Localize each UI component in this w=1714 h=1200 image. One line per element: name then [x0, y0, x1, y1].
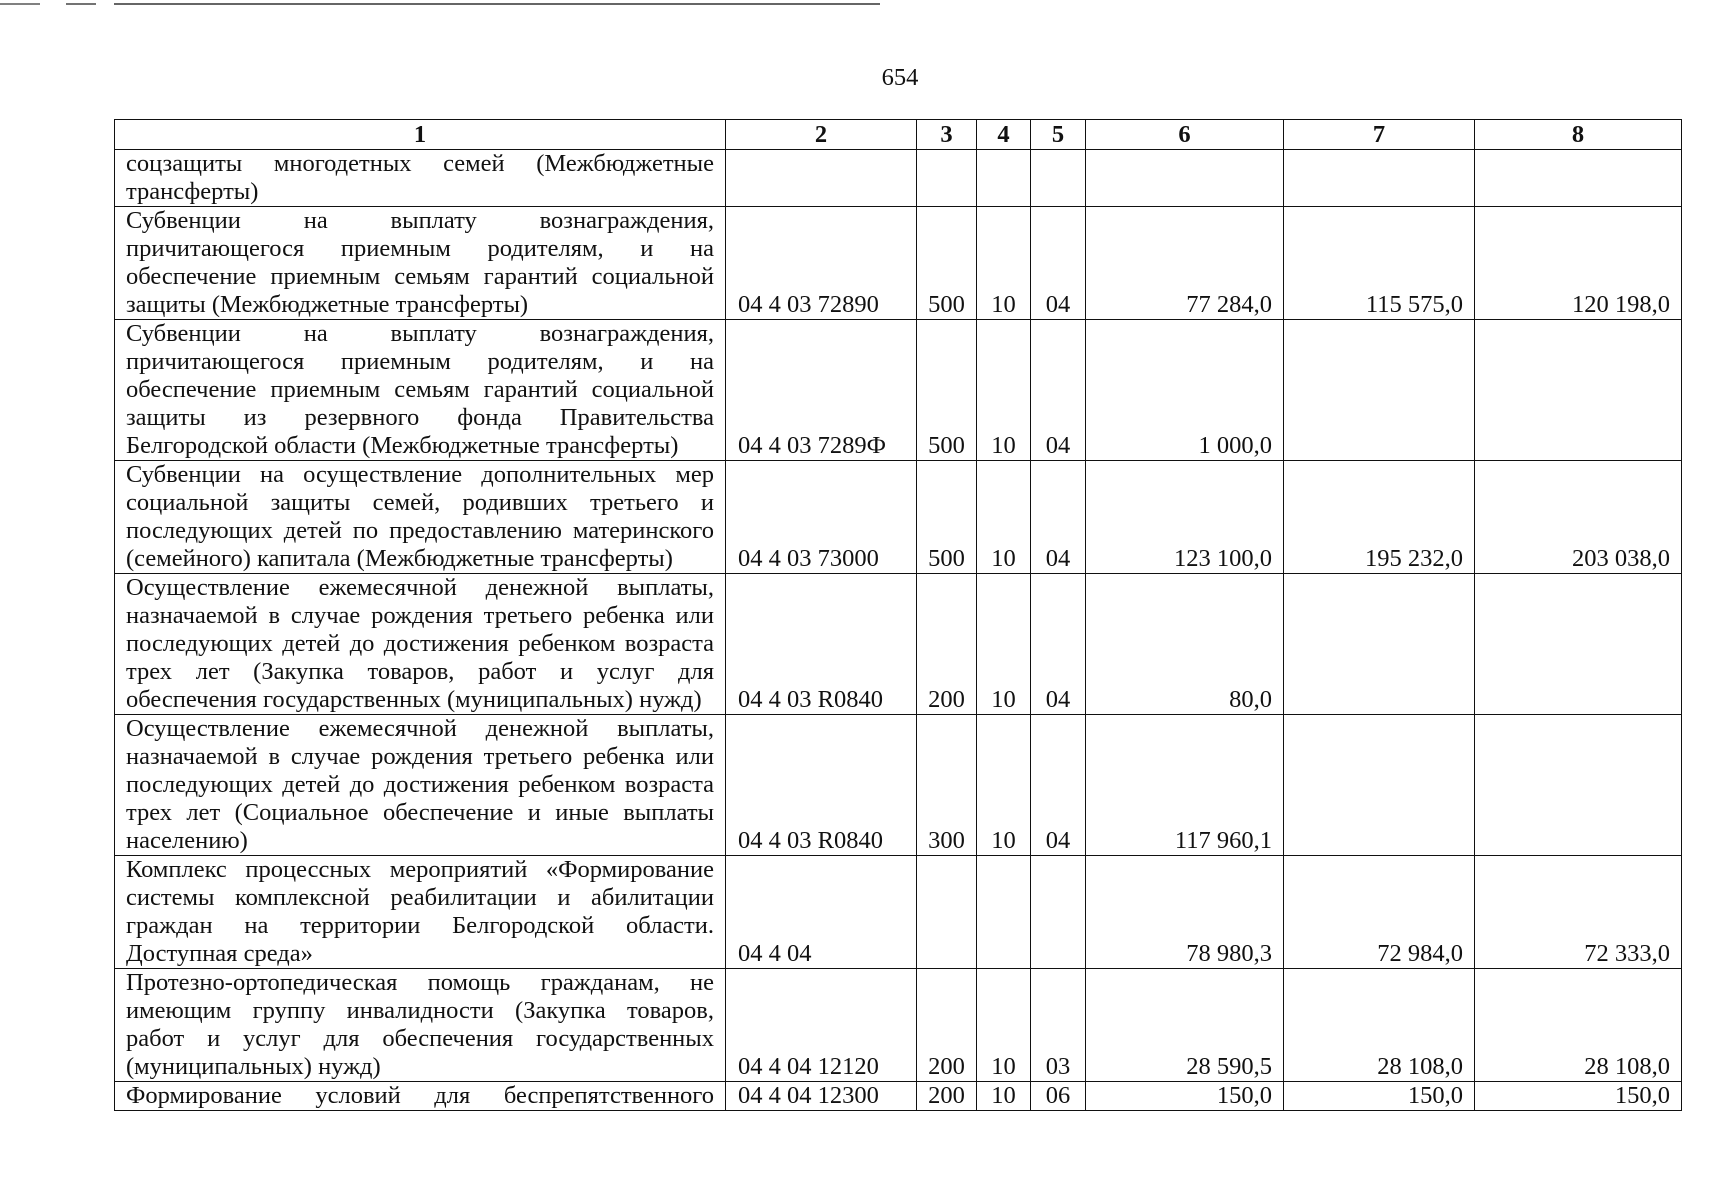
amount-col8-cell: 203 038,0 — [1475, 461, 1682, 574]
budget-code-cell: 04 4 03 R0840 — [726, 715, 917, 856]
section-cell: 10 — [977, 1082, 1031, 1111]
description-line: последующих детей до достижения ребенком возраста — [126, 771, 714, 798]
description-line: Субвенции на выплату вознаграждения, — [126, 207, 714, 234]
amount-col8-cell: 120 198,0 — [1475, 207, 1682, 320]
table-row — [115, 150, 1682, 207]
amount-col8-cell: 150,0 — [1475, 1082, 1682, 1111]
section-cell: 10 — [977, 207, 1031, 320]
header-col-4: 4 — [977, 120, 1031, 150]
table-row — [115, 856, 1682, 969]
amount-col6-cell: 117 960,1 — [1086, 715, 1284, 856]
header-col-5: 5 — [1031, 120, 1086, 150]
amount-col7-cell — [1284, 150, 1475, 207]
amount-col8-cell — [1475, 574, 1682, 715]
amount-col7-cell: 28 108,0 — [1284, 969, 1475, 1082]
section-cell: 10 — [977, 715, 1031, 856]
expense-type-cell: 300 — [917, 715, 977, 856]
subsection-cell: 04 — [1031, 320, 1086, 461]
amount-col7-cell — [1284, 320, 1475, 461]
description-line: обеспечение приемным семьям гарантий социальной — [126, 263, 714, 290]
header-col-1: 1 — [115, 120, 726, 150]
description-line: обеспечение приемным семьям гарантий социальной — [126, 376, 714, 403]
amount-col7-cell — [1284, 574, 1475, 715]
row-description — [115, 969, 726, 1082]
header-col-2: 2 — [726, 120, 917, 150]
amount-col8-cell: 28 108,0 — [1475, 969, 1682, 1082]
subsection-cell — [1031, 856, 1086, 969]
section-cell — [977, 856, 1031, 969]
description-line: последующих детей по предоставлению материнского — [126, 517, 714, 544]
description-line: обеспечения государственных (муниципальных) нужд) — [126, 686, 702, 713]
description-line: работ и услуг для обеспечения государственных — [126, 1025, 714, 1052]
row-description — [115, 461, 726, 574]
description-line: Осуществление ежемесячной денежной выплаты, — [126, 715, 714, 742]
scan-edge-line — [0, 3, 880, 5]
amount-col8-cell: 72 333,0 — [1475, 856, 1682, 969]
amount-col6-cell: 78 980,3 — [1086, 856, 1284, 969]
amount-col6-cell: 80,0 — [1086, 574, 1284, 715]
description-line: Протезно-ортопедическая помощь гражданам, не — [126, 969, 714, 996]
expense-type-cell: 500 — [917, 207, 977, 320]
description-line: Белгородской области (Межбюджетные трансферты) — [126, 432, 679, 459]
expense-type-cell: 500 — [917, 320, 977, 461]
table-row — [115, 574, 1682, 715]
subsection-cell: 04 — [1031, 574, 1086, 715]
row-description — [115, 207, 726, 320]
amount-col6-cell — [1086, 150, 1284, 207]
amount-col8-cell — [1475, 320, 1682, 461]
expense-type-cell — [917, 150, 977, 207]
expense-type-cell: 200 — [917, 1082, 977, 1111]
table-row — [115, 207, 1682, 320]
expense-type-cell: 200 — [917, 574, 977, 715]
description-line: трех лет (Социальное обеспечение и иные выплаты — [126, 799, 714, 826]
description-line: Доступная среда» — [126, 940, 313, 967]
section-cell: 10 — [977, 320, 1031, 461]
amount-col7-cell — [1284, 715, 1475, 856]
description-line: социальной защиты семей, родивших третьего и — [126, 489, 714, 516]
amount-col6-cell: 150,0 — [1086, 1082, 1284, 1111]
row-description — [115, 1082, 726, 1111]
row-description — [115, 574, 726, 715]
subsection-cell: 06 — [1031, 1082, 1086, 1111]
description-line: последующих детей до достижения ребенком возраста — [126, 630, 714, 657]
subsection-cell — [1031, 150, 1086, 207]
budget-code-cell: 04 4 03 72890 — [726, 207, 917, 320]
budget-code-cell: 04 4 04 — [726, 856, 917, 969]
budget-table — [114, 119, 1682, 1111]
budget-code-cell: 04 4 03 7289Ф — [726, 320, 917, 461]
description-line: Формирование условий для беспрепятственного — [126, 1082, 714, 1109]
section-cell: 10 — [977, 461, 1031, 574]
description-line: трех лет (Закупка товаров, работ и услуг для — [126, 658, 714, 685]
description-line: назначаемой в случае рождения третьего ребенка или — [126, 743, 714, 770]
budget-code-cell — [726, 150, 917, 207]
row-description — [115, 320, 726, 461]
amount-col6-cell: 77 284,0 — [1086, 207, 1284, 320]
budget-code-cell: 04 4 03 73000 — [726, 461, 917, 574]
budget-code-cell: 04 4 04 12300 — [726, 1082, 917, 1111]
amount-col6-cell: 123 100,0 — [1086, 461, 1284, 574]
description-line: (семейного) капитала (Межбюджетные трансферты) — [126, 545, 673, 572]
table-row — [115, 320, 1682, 461]
expense-type-cell — [917, 856, 977, 969]
table-row — [115, 461, 1682, 574]
header-col-6: 6 — [1086, 120, 1284, 150]
amount-col7-cell: 72 984,0 — [1284, 856, 1475, 969]
header-col-7: 7 — [1284, 120, 1475, 150]
description-line: назначаемой в случае рождения третьего ребенка или — [126, 602, 714, 629]
subsection-cell: 04 — [1031, 461, 1086, 574]
amount-col7-cell: 150,0 — [1284, 1082, 1475, 1111]
description-line: системы комплексной реабилитации и абилитации — [126, 884, 714, 911]
description-line: причитающегося приемным родителям, и на — [126, 348, 714, 375]
description-line: Осуществление ежемесячной денежной выплаты, — [126, 574, 714, 601]
amount-col7-cell: 115 575,0 — [1284, 207, 1475, 320]
row-description — [115, 715, 726, 856]
description-line: соцзащиты многодетных семей (Межбюджетные — [126, 150, 714, 177]
page-number: 654 — [881, 64, 919, 91]
description-line: (муниципальных) нужд) — [126, 1053, 381, 1080]
amount-col8-cell — [1475, 715, 1682, 856]
description-line: граждан на территории Белгородской области. — [126, 912, 714, 939]
description-line: Комплекс процессных мероприятий «Формирование — [126, 856, 714, 883]
header-col-8: 8 — [1475, 120, 1682, 150]
subsection-cell: 03 — [1031, 969, 1086, 1082]
description-line: защиты (Межбюджетные трансферты) — [126, 291, 529, 318]
amount-col8-cell — [1475, 150, 1682, 207]
table-row — [115, 969, 1682, 1082]
subsection-cell: 04 — [1031, 207, 1086, 320]
section-cell: 10 — [977, 574, 1031, 715]
header-col-3: 3 — [917, 120, 977, 150]
header-row — [115, 120, 1682, 150]
row-description — [115, 856, 726, 969]
amount-col6-cell: 28 590,5 — [1086, 969, 1284, 1082]
description-line: Субвенции на выплату вознаграждения, — [126, 320, 714, 347]
table-row — [115, 1082, 1682, 1111]
expense-type-cell: 500 — [917, 461, 977, 574]
description-line: причитающегося приемным родителям, и на — [126, 235, 714, 262]
section-cell — [977, 150, 1031, 207]
subsection-cell: 04 — [1031, 715, 1086, 856]
section-cell: 10 — [977, 969, 1031, 1082]
budget-code-cell: 04 4 04 12120 — [726, 969, 917, 1082]
expense-type-cell: 200 — [917, 969, 977, 1082]
table-row — [115, 715, 1682, 856]
table-body — [115, 150, 1682, 1111]
budget-code-cell: 04 4 03 R0840 — [726, 574, 917, 715]
description-line: имеющим группу инвалидности (Закупка товаров, — [126, 997, 714, 1024]
amount-col6-cell: 1 000,0 — [1086, 320, 1284, 461]
description-line: трансферты) — [126, 178, 259, 205]
amount-col7-cell: 195 232,0 — [1284, 461, 1475, 574]
row-description — [115, 150, 726, 207]
description-line: защиты из резервного фонда Правительства — [126, 404, 714, 431]
description-line: населению) — [126, 827, 248, 854]
description-line: Субвенции на осуществление дополнительных мер — [126, 461, 714, 488]
